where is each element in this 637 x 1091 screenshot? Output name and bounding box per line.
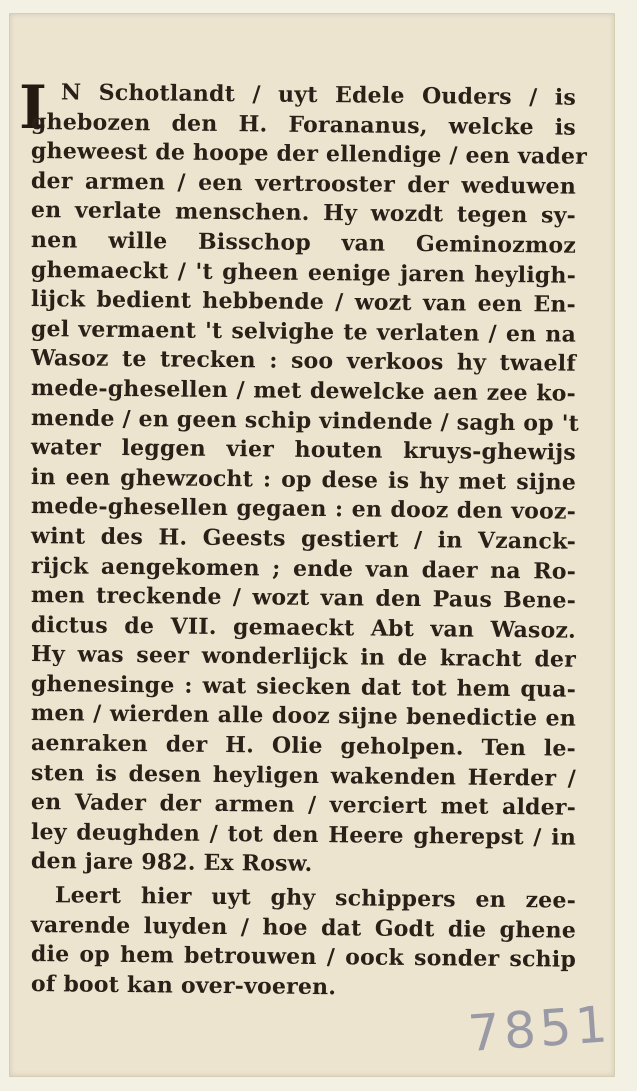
text-line: varende luyden / hoe dat Godt die ghene <box>30 911 577 944</box>
text-line: mede-ghesellen / met dewelcke aen zee ko- <box>30 374 577 407</box>
body-text <box>30 78 588 1001</box>
text-line: Wasoz te trecken : soo verkoos hy twaelf <box>30 345 577 378</box>
text-line: aenraken der H. Olie geholpen. Ten le- <box>30 730 577 762</box>
text-line: nen wille Bisschop van Geminozmoz <box>30 226 577 259</box>
text-line: der armen / een vertrooster der weduwen <box>30 167 577 200</box>
text-line: mende / en geen schip vindende / sagh op 't <box>30 404 580 437</box>
text-line: den jare 982. Ex Rosw. <box>30 848 313 878</box>
text-line: men treckende / wozt van den Paus Bene- <box>30 582 577 614</box>
paragraph-1 <box>30 78 588 878</box>
text-line: in een ghewzocht : op dese is hy met sijne <box>30 463 577 496</box>
text-line: ghebozen den H. Forananus, welcke is <box>30 108 577 141</box>
text-line: water leggen vier houten kruys-ghewijs <box>30 434 577 466</box>
text-line: rijck aengekomen ; ende van daer na Ro- <box>30 552 577 585</box>
text-line: mede-ghesellen gegaen : en dooz den vooz- <box>30 493 577 526</box>
text-line: N Schotlandt / uyt Edele Ouders / is <box>60 79 577 111</box>
text-line: en verlate menschen. Hy wozdt tegen sy- <box>30 197 577 230</box>
text-line: ghemaeckt / 't gheen eenige jaren heyligh- <box>30 256 577 289</box>
text-line: lijck bedient hebbende / wozt van een En- <box>30 286 577 318</box>
text-line: dictus de VII. gemaeckt Abt van Wasoz. <box>30 611 577 644</box>
text-line: ghenesinge : wat siecken dat tot hem qua- <box>30 670 577 703</box>
text-line: gel vermaent 't selvighe te verlaten / en na <box>30 315 577 348</box>
drop-cap-initial: I <box>19 73 48 143</box>
handwritten-pencil-number: 7851 <box>466 995 614 1063</box>
text-line: Hy was seer wonderlijck in de kracht der <box>30 641 577 673</box>
text-line: wint des H. Geests gestiert / in Vzanck- <box>30 522 577 555</box>
text-line: die op hem betrouwen / oock sonder schip <box>30 941 577 973</box>
text-line: sten is desen heyligen wakenden Herder / <box>30 759 577 792</box>
text-line: of boot kan over-voeren. <box>30 970 337 1001</box>
text-line: Leert hier uyt ghy schippers en zee- <box>54 882 577 914</box>
text-line: men / wierden alle dooz sijne benedictie en <box>30 700 577 733</box>
text-line: en Vader der armen / verciert met alder- <box>30 789 577 821</box>
text-line: gheweest de hoope der ellendige / een vader <box>30 138 588 171</box>
paragraph-2 <box>31 881 576 999</box>
text-line: ley deughden / tot den Heere gherepst / in <box>30 818 577 851</box>
